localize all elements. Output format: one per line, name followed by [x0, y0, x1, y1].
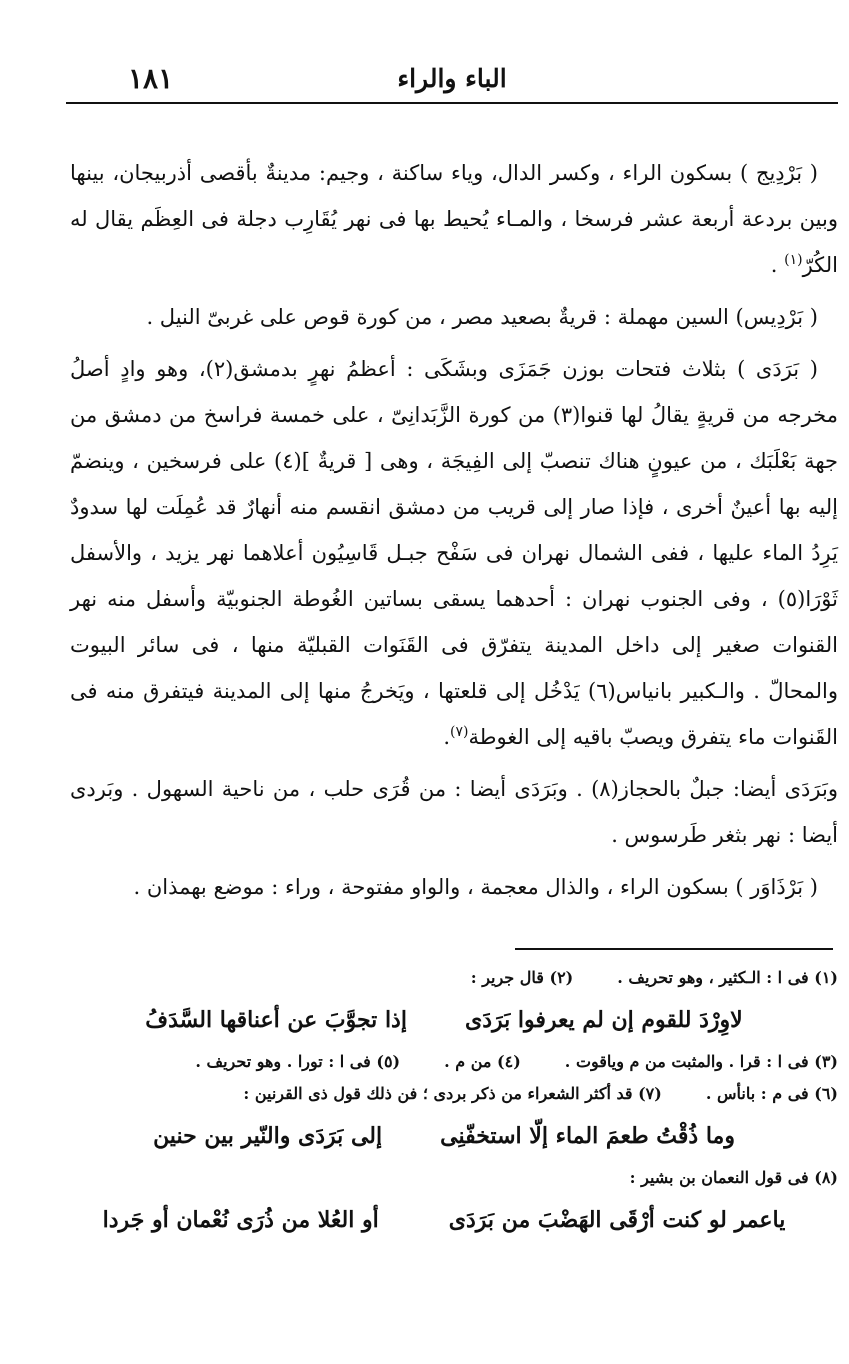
running-title: الباء والراء	[397, 64, 507, 93]
footnote-line	[70, 962, 838, 994]
verse-dhul-qarnayn	[70, 1110, 818, 1162]
footnote-2: (٢) قال جرير :	[470, 968, 574, 987]
footnote-8: (٨) فى قول النعمان بن بشير :	[629, 1168, 838, 1187]
footnotes	[70, 962, 838, 1246]
entry-barada-other	[70, 766, 838, 858]
verse-hemistich-second: إلى بَرَدَى والنّير بين حنين	[153, 1123, 383, 1149]
entry-text: ( بَرْذَاوَر ) بسكون الراء ، والذال معجمة ، والواو مفتوحة ، وراء : موضع بهمذان .	[133, 875, 818, 899]
footnote-line	[70, 1046, 838, 1078]
verse-numan	[70, 1194, 818, 1246]
page-number: ١٨١	[128, 62, 174, 95]
entry-text: ( بَرَدَى ) بثلاث فتحات بوزن جَمَزَى وبشَكَى : أعظمُ نهرٍ بدمشق(٢)، وهو وادٍ أصلُ مخرجه من قريةٍ يقالُ لها قنوا(٣) من كورة الزَّبَدانِىّ ، على خمسة فراسخ من دمشق من جهة بَعْلَبَك ، من عيونٍ هناك تنصبّ إلى الفِيجَة ، وهى [ قريةٌ ](٤) على فرسخين ، وينضمّ إليه بها أعينٌ أخرى ، فإذا صار إلى قريب من دمشق انقسم منه أنهارٌ قد عُمِلَت لها سدودٌ يَرِدُ الماء عليها ، ففى الشمال نهران فى سَفْح جبـل قَاسِيُون أعلاهما نهر يزيد ، والأسفل ثَوْرَا(٥) ، وفى الجنوب نهران : أحدهما يسقى بساتين الغُوطة الجنوبيّة وأسفل منه نهر القنوات صغير إلى داخل المدينة يتفرّق فى القَنَوات القبليّة منها ، فى سائر البيوت والمحالّ . والـكبير بانياس(٦) يَدْخُل إلى قلعتها ، ويَخرجُ منها إلى المدينة فيتفرق منه فى القَنوات ماء يتفرق ويصبّ باقيه إلى الغوطة	[70, 357, 839, 749]
entry-tail: .	[770, 253, 785, 277]
entry-text: ( بَرْدِيس) السين مهملة : قريةٌ بصعيد مصر ، من كورة قوص على غربىّ النيل .	[146, 305, 818, 329]
footnote-4: (٤) من م .	[444, 1052, 521, 1071]
entry-bardis	[70, 294, 838, 340]
entry-tail: .	[443, 725, 450, 749]
verse-hemistich-first: لاوِرْدَ للقوم إن لم يعرفوا بَرَدَى	[464, 1007, 743, 1033]
verse-hemistich-second: إذا تجوَّبَ عن أعناقها السَّدَفُ	[145, 1007, 407, 1033]
main-text	[70, 150, 838, 916]
entry-bardij	[70, 150, 838, 288]
footnote-1: (١) فى ا : الـكثير ، وهو تحريف .	[617, 968, 838, 987]
verse-jarir	[70, 994, 818, 1046]
footnote-7: (٧) قد أكثر الشعراء من ذكر بردى ؛ فن ذلك قول ذى القرنين :	[243, 1084, 662, 1103]
verse-hemistich-second: أو العُلا من ذُرَى نُعْمان أو جَردا	[102, 1207, 379, 1233]
verse-hemistich-first: وما ذُقْتُ طعمَ الماء إلّا استخفّنِى	[440, 1123, 735, 1149]
entry-text: وبَرَدَى أيضا: جبلٌ بالحجاز(٨) . وبَرَدَى أيضا : من قُرَى حلب ، من ناحية السهول . وبَردى أيضا : نهر بثغر طَرسوس .	[70, 777, 838, 847]
entry-barada	[70, 346, 838, 760]
entry-text: ( بَرْدِيج ) بسكون الراء ، وكسر الدال، وياء ساكنة ، وجيم: مدينةٌ بأقصى أذربيجان، بينها وبين بردعة أربعة عشر فرسخا ، والمـاء يُحيط بها فى نهر يُقَارِب دجلة فى العِظَم يقال له الكُرّ	[70, 161, 838, 277]
entry-bardhawar	[70, 864, 838, 910]
footnote-5: (٥) فى ا : تورا . وهو تحريف .	[195, 1052, 401, 1071]
footnote-divider	[515, 948, 833, 950]
verse-hemistich-first: ياعمر لو كنت أرْقَى الهَضْبَ من بَرَدَى	[448, 1207, 786, 1233]
footnote-line	[70, 1162, 838, 1194]
footnote-6: (٦) فى م : بانأس .	[705, 1084, 838, 1103]
footnote-marker: (١)	[784, 252, 803, 268]
header-divider	[66, 102, 838, 104]
footnote-3: (٣) فى ا : قرا . والمثبت من م وياقوت .	[564, 1052, 838, 1071]
footnote-marker: (٧)	[450, 724, 469, 740]
page-header	[66, 58, 838, 100]
footnote-line	[70, 1078, 838, 1110]
